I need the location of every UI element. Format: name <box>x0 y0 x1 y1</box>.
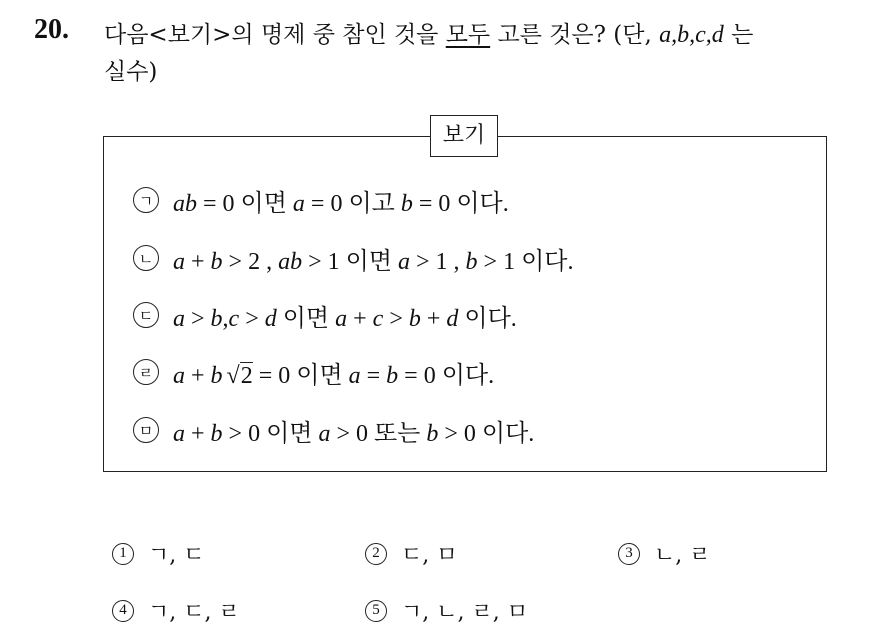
choice-number: 1 <box>112 543 134 565</box>
example-box-title: 보기 <box>430 115 498 157</box>
question-number: 20. <box>34 14 69 45</box>
choice-text: ㄱ, ㄴ, ㄹ, ㅁ <box>401 600 528 625</box>
statement-4 <box>133 355 494 389</box>
choice-number: 2 <box>365 543 387 565</box>
sqrt-sign: √ <box>226 362 240 389</box>
statement-marker: ㄴ <box>133 245 159 271</box>
statement-body: a + b > 0 이면 a > 0 또는 b > 0 이다. <box>173 420 535 447</box>
sqrt-radicand: 2 <box>240 362 253 389</box>
choice-text: ㄴ, ㄹ <box>654 543 711 568</box>
statement-body: a > b,c > d 이면 a + c > b + d 이다. <box>173 305 517 332</box>
statement-marker: ㄹ <box>133 359 159 385</box>
question-middle: 고른 것은? (단, <box>490 22 660 48</box>
choice-1[interactable] <box>112 538 205 569</box>
statement-body: a + b > 2 , ab > 1 이면 a > 1 , b > 1 이다. <box>173 248 574 275</box>
statement-marker: ㅁ <box>133 417 159 443</box>
choice-text: ㄱ, ㄷ, ㄹ <box>148 600 240 625</box>
choice-3[interactable] <box>618 538 711 569</box>
question-emphasis: 모두 <box>445 22 491 48</box>
statement-2 <box>133 241 573 275</box>
statement-body: a + b √2 = 0 이면 a = b = 0 이다. <box>173 362 495 389</box>
choice-text: ㄷ, ㅁ <box>401 543 458 568</box>
question-prefix: 다음<보기>의 명제 중 참인 것을 <box>104 22 446 48</box>
statement-3 <box>133 298 517 332</box>
statement-1 <box>133 183 509 217</box>
question-text-line2: 실수) <box>104 59 158 85</box>
question-text <box>104 16 753 49</box>
statement-body: ab = 0 이면 a = 0 이고 b = 0 이다. <box>173 190 509 217</box>
statement-marker: ㄱ <box>133 187 159 213</box>
choice-number: 4 <box>112 600 134 622</box>
choice-2[interactable] <box>365 538 458 569</box>
choice-5[interactable] <box>365 595 528 626</box>
choice-number: 5 <box>365 600 387 622</box>
question-variables: a,b,c,d <box>659 22 724 48</box>
choice-number: 3 <box>618 543 640 565</box>
choice-4[interactable] <box>112 595 240 626</box>
question-suffix: 는 <box>723 22 754 48</box>
statement-5 <box>133 413 534 447</box>
choice-text: ㄱ, ㄷ <box>148 543 205 568</box>
statement-marker: ㄷ <box>133 302 159 328</box>
